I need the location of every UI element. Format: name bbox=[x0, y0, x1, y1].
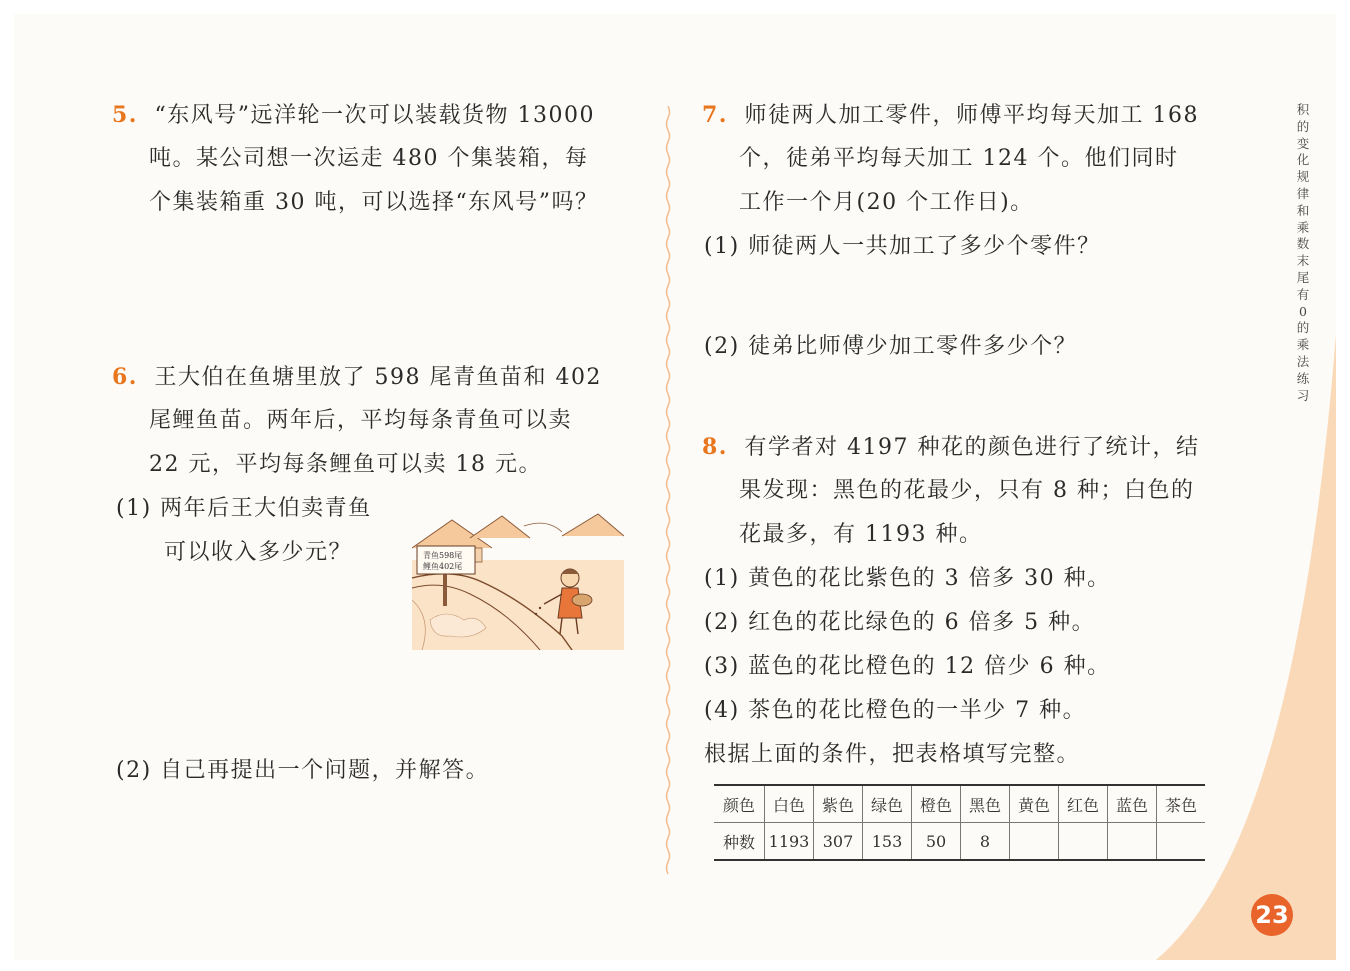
q8-line-2: 果发现：黑色的花最少，只有 8 种；白色的 bbox=[739, 478, 1195, 503]
q7-line-1 bbox=[702, 100, 1199, 131]
q5-number: 5. bbox=[112, 102, 138, 128]
q6-sub1-line-1: (1) 两年后王大伯卖青鱼 bbox=[116, 496, 372, 521]
table-header-label: 颜色 bbox=[714, 785, 765, 823]
table-header-cell: 橙色 bbox=[912, 785, 961, 823]
textbook-page bbox=[14, 14, 1336, 960]
q8-text: 有学者对 4197 种花的颜色进行了统计，结 bbox=[744, 435, 1200, 460]
table-header-cell: 茶色 bbox=[1157, 785, 1206, 823]
q8-condition-3: (3) 蓝色的花比橙色的 12 倍少 6 种。 bbox=[704, 654, 1111, 679]
table-header-cell: 紫色 bbox=[814, 785, 863, 823]
q6-line-3: 22 元，平均每条鲤鱼可以卖 18 元。 bbox=[149, 452, 542, 477]
table-count-cell: 8 bbox=[961, 823, 1010, 861]
table-count-cell-blank[interactable] bbox=[1010, 823, 1059, 861]
q5-line-3: 个集装箱重 30 吨，可以选择“东风号”吗？ bbox=[149, 190, 599, 215]
table-count-cell-blank[interactable] bbox=[1059, 823, 1108, 861]
sign-text-1: 青鱼598尾 bbox=[423, 551, 463, 560]
table-row-colors bbox=[714, 785, 1205, 823]
q7-line-3: 工作一个月(20 个工作日)。 bbox=[739, 190, 1034, 215]
q8-condition-1: (1) 黄色的花比紫色的 3 倍多 30 种。 bbox=[704, 566, 1111, 591]
sign-text-2: 鲤鱼402尾 bbox=[423, 562, 463, 571]
table-count-cell: 307 bbox=[814, 823, 863, 861]
table-count-cell: 50 bbox=[912, 823, 961, 861]
q8-line-1 bbox=[702, 432, 1199, 463]
q8-condition-4: (4) 茶色的花比橙色的一半少 7 种。 bbox=[704, 698, 1087, 723]
q7-text: 师徒两人加工零件，师傅平均每天加工 168 bbox=[744, 103, 1199, 128]
table-header-cell: 黄色 bbox=[1010, 785, 1059, 823]
table-count-cell-blank[interactable] bbox=[1108, 823, 1157, 861]
q8-number: 8. bbox=[702, 434, 728, 460]
table-header-cell: 绿色 bbox=[863, 785, 912, 823]
table-count-cell: 153 bbox=[863, 823, 912, 861]
q5-line-1 bbox=[112, 100, 595, 131]
table-header-cell: 白色 bbox=[765, 785, 814, 823]
q6-number: 6. bbox=[112, 364, 138, 390]
q6-line-2: 尾鲤鱼苗。两年后，平均每条青鱼可以卖 bbox=[149, 408, 573, 433]
q7-sub2: (2) 徒弟比师傅少加工零件多少个？ bbox=[704, 334, 1078, 359]
table-count-label: 种数 bbox=[714, 823, 765, 861]
table-count-cell-blank[interactable] bbox=[1157, 823, 1206, 861]
table-header-cell: 蓝色 bbox=[1108, 785, 1157, 823]
q7-line-2: 个，徒弟平均每天加工 124 个。他们同时 bbox=[739, 146, 1179, 171]
page-number: 23 bbox=[1251, 894, 1293, 936]
q8-instruction: 根据上面的条件，把表格填写完整。 bbox=[704, 742, 1081, 767]
q7-number: 7. bbox=[702, 102, 728, 128]
q8-line-3: 花最多，有 1193 种。 bbox=[739, 522, 983, 547]
table-header-cell: 红色 bbox=[1059, 785, 1108, 823]
q7-sub1: (1) 师徒两人一共加工了多少个零件？ bbox=[704, 234, 1101, 259]
flower-color-table bbox=[714, 784, 1205, 861]
table-header-cell: 黑色 bbox=[961, 785, 1010, 823]
table-row-counts bbox=[714, 823, 1205, 861]
q8-condition-2: (2) 红色的花比绿色的 6 倍多 5 种。 bbox=[704, 610, 1096, 635]
q6-text: 王大伯在鱼塘里放了 598 尾青鱼苗和 402 bbox=[154, 365, 602, 390]
q6-line-1 bbox=[112, 362, 602, 393]
table-count-cell: 1193 bbox=[765, 823, 814, 861]
fish-pond-illustration bbox=[412, 508, 624, 650]
q5-text: “东风号”远洋轮一次可以装载货物 13000 bbox=[154, 103, 595, 128]
q6-sub2: (2) 自己再提出一个问题，并解答。 bbox=[116, 758, 490, 783]
side-chapter-title: 积的变化规律和乘数末尾有0的乘法练习 bbox=[1296, 102, 1310, 403]
q5-line-2: 吨。某公司想一次运走 480 个集装箱，每 bbox=[149, 146, 589, 171]
q6-sub1-line-2: 可以收入多少元？ bbox=[164, 540, 353, 565]
column-divider bbox=[665, 106, 671, 876]
